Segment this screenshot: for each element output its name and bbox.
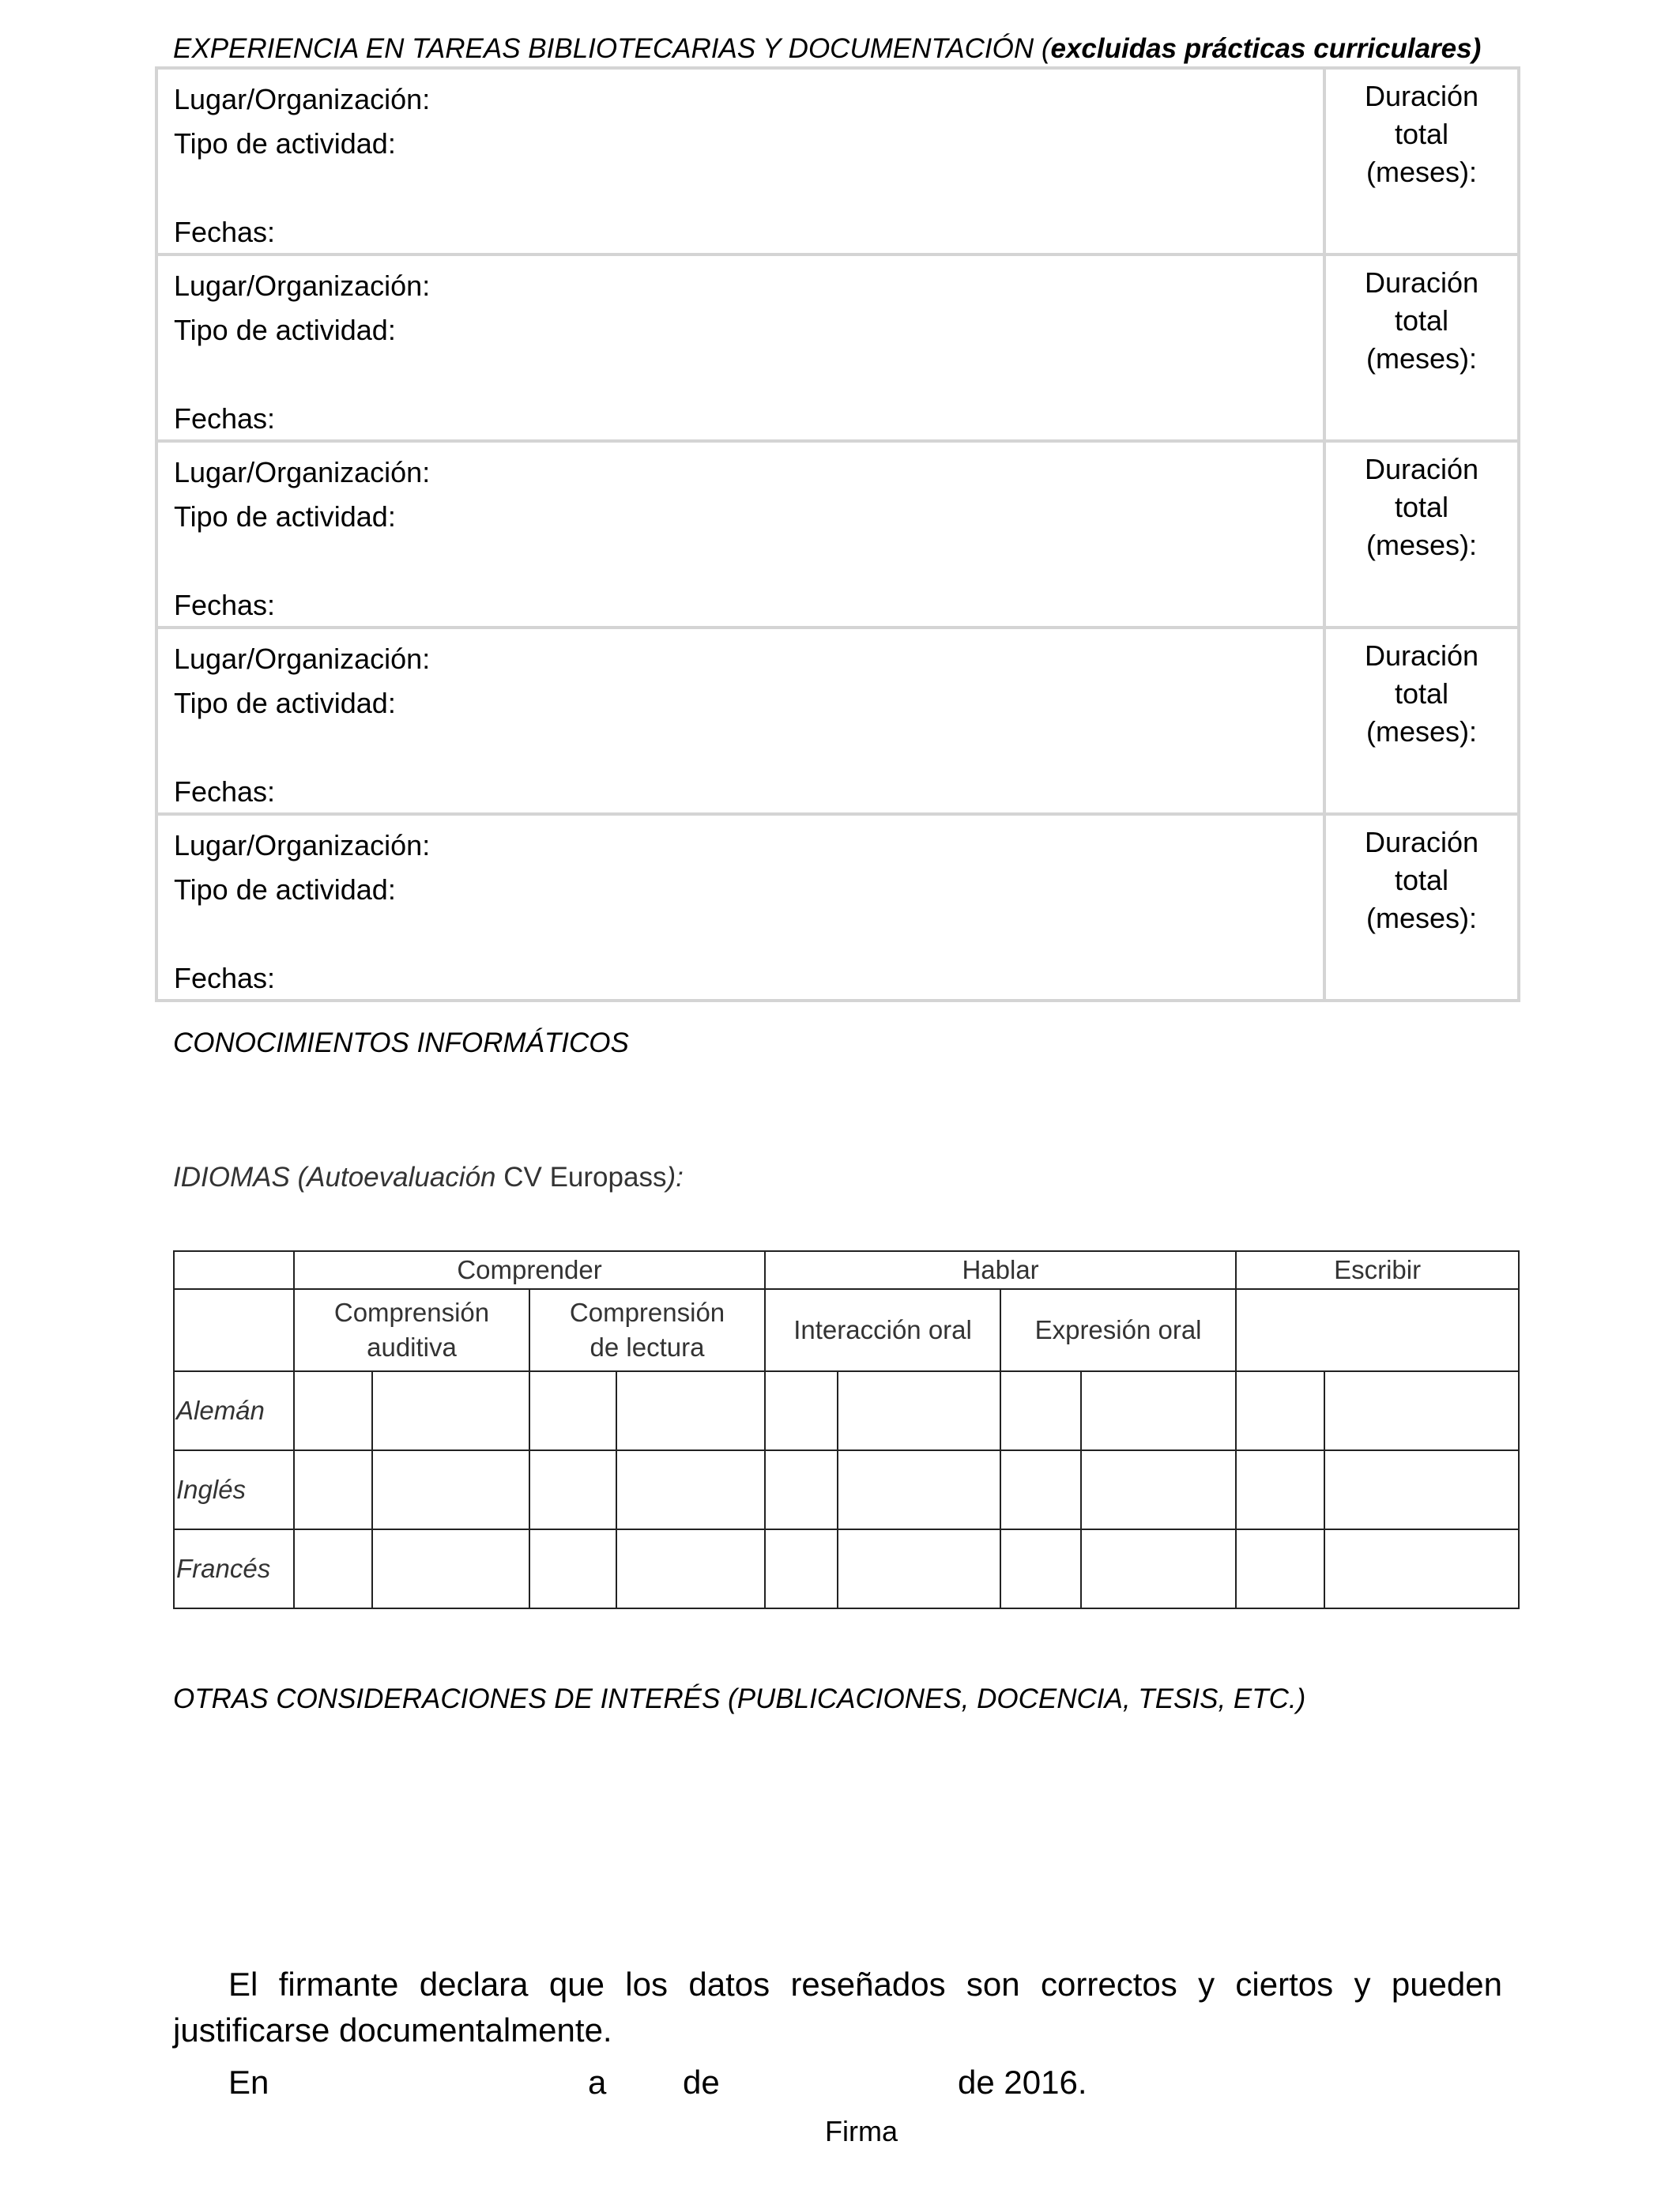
declaration-line-1 <box>173 1962 1502 2007</box>
languages-table <box>173 1250 1520 1609</box>
sub-comprension-auditiva <box>294 1289 529 1371</box>
date-a-label: a <box>588 2064 607 2101</box>
level-cell[interactable] <box>1081 1450 1236 1529</box>
level-cell[interactable] <box>1236 1529 1324 1608</box>
place-en-label: En <box>228 2064 269 2101</box>
duration-label-3: (meses): <box>1365 902 1477 934</box>
experience-row <box>156 441 1519 628</box>
groups-header-row <box>174 1251 1519 1289</box>
fechas-label: Fechas: <box>174 775 276 808</box>
tipo-label: Tipo de actividad: <box>174 314 396 346</box>
sub-aud-line2: auditiva <box>367 1333 457 1362</box>
language-label: Alemán <box>174 1371 294 1450</box>
level-cell[interactable] <box>1324 1450 1519 1529</box>
language-label: Francés <box>174 1529 294 1608</box>
lugar-label: Lugar/Organización: <box>174 83 431 115</box>
duration-label-3: (meses): <box>1365 156 1477 188</box>
language-row <box>174 1450 1519 1529</box>
language-label: Inglés <box>174 1450 294 1529</box>
experience-entry-cell[interactable] <box>156 254 1324 441</box>
level-cell[interactable] <box>529 1450 616 1529</box>
idiomas-title-c: ): <box>666 1162 684 1193</box>
experience-title <box>173 32 1481 66</box>
blank-header-cell <box>174 1251 294 1289</box>
duration-label-1: Duración <box>1364 453 1479 485</box>
duration-label-1: Duración <box>1364 639 1479 672</box>
sub-escribir-blank <box>1236 1289 1519 1371</box>
level-cell[interactable] <box>1324 1529 1519 1608</box>
fechas-label: Fechas: <box>174 216 276 248</box>
idiomas-title <box>173 1160 684 1195</box>
duration-cell[interactable] <box>1324 628 1519 814</box>
experience-entry-cell[interactable] <box>156 814 1324 1001</box>
lugar-label: Lugar/Organización: <box>174 643 431 675</box>
duration-cell[interactable] <box>1324 814 1519 1001</box>
group-escribir: Escribir <box>1236 1251 1519 1289</box>
date-year-label: de 2016. <box>958 2064 1087 2101</box>
level-cell[interactable] <box>1236 1371 1324 1450</box>
sub-expresion-oral: Expresión oral <box>1000 1289 1236 1371</box>
experience-row <box>156 254 1519 441</box>
experience-title-main: EXPERIENCIA EN TAREAS BIBLIOTECARIAS Y DOCUMENTACIÓN ( <box>173 33 1051 64</box>
tipo-label: Tipo de actividad: <box>174 127 396 160</box>
experience-title-bold: excluidas prácticas curriculares) <box>1050 33 1482 64</box>
experience-entry-cell[interactable] <box>156 68 1324 254</box>
experience-row <box>156 814 1519 1001</box>
duration-label-2: total <box>1394 304 1449 337</box>
sub-lec-line1: Comprensión <box>569 1298 725 1327</box>
date-de-label: de <box>683 2064 720 2101</box>
level-cell[interactable] <box>1000 1529 1081 1608</box>
firma-label: Firma <box>825 2115 898 2147</box>
duration-label-3: (meses): <box>1365 529 1477 561</box>
level-cell[interactable] <box>838 1450 1000 1529</box>
level-cell[interactable] <box>529 1529 616 1608</box>
informatica-title: CONOCIMIENTOS INFORMÁTICOS <box>173 1027 629 1058</box>
level-cell[interactable] <box>1081 1371 1236 1450</box>
experience-row <box>156 628 1519 814</box>
level-cell[interactable] <box>294 1529 372 1608</box>
duration-label-1: Duración <box>1364 80 1479 112</box>
experience-entry-cell[interactable] <box>156 441 1324 628</box>
level-cell[interactable] <box>294 1371 372 1450</box>
level-cell[interactable] <box>765 1529 838 1608</box>
group-comprender: Comprender <box>294 1251 765 1289</box>
tipo-label: Tipo de actividad: <box>174 500 396 533</box>
level-cell[interactable] <box>616 1450 765 1529</box>
duration-label-2: total <box>1394 677 1449 710</box>
subheader-row <box>174 1289 1519 1371</box>
idiomas-title-b: CV Europass <box>495 1162 667 1193</box>
otras-title: OTRAS CONSIDERACIONES DE INTERÉS (PUBLICACIONES, DOCENCIA, TESIS, ETC.) <box>173 1683 1306 1714</box>
duration-cell[interactable] <box>1324 441 1519 628</box>
lugar-label: Lugar/Organización: <box>174 456 431 488</box>
lugar-label: Lugar/Organización: <box>174 829 431 861</box>
fechas-label: Fechas: <box>174 402 276 435</box>
level-cell[interactable] <box>616 1371 765 1450</box>
fechas-label: Fechas: <box>174 962 276 994</box>
level-cell[interactable] <box>765 1450 838 1529</box>
level-cell[interactable] <box>616 1529 765 1608</box>
experience-entry-cell[interactable] <box>156 628 1324 814</box>
group-hablar: Hablar <box>765 1251 1236 1289</box>
sub-comprension-lectura <box>529 1289 765 1371</box>
language-row <box>174 1529 1519 1608</box>
level-cell[interactable] <box>1000 1371 1081 1450</box>
language-row <box>174 1371 1519 1450</box>
declaration-text-1: El firmante declara que los datos reseñados son correctos y ciertos y pueden <box>228 1966 1502 2003</box>
experience-table <box>155 66 1520 1002</box>
tipo-label: Tipo de actividad: <box>174 687 396 719</box>
level-cell[interactable] <box>294 1450 372 1529</box>
sub-lec-line2: de lectura <box>590 1333 705 1362</box>
duration-label-2: total <box>1394 118 1449 150</box>
idiomas-title-a: IDIOMAS (Autoevaluación <box>173 1162 496 1193</box>
level-cell[interactable] <box>372 1529 529 1608</box>
level-cell[interactable] <box>765 1371 838 1450</box>
level-cell[interactable] <box>372 1450 529 1529</box>
level-cell[interactable] <box>372 1371 529 1450</box>
level-cell[interactable] <box>1081 1529 1236 1608</box>
sub-aud-line1: Comprensión <box>333 1298 490 1327</box>
level-cell[interactable] <box>838 1529 1000 1608</box>
duration-label-2: total <box>1394 491 1449 523</box>
duration-cell[interactable] <box>1324 68 1519 254</box>
level-cell[interactable] <box>1324 1371 1519 1450</box>
duration-label-3: (meses): <box>1365 342 1477 375</box>
level-cell[interactable] <box>838 1371 1000 1450</box>
level-cell[interactable] <box>1236 1450 1324 1529</box>
level-cell[interactable] <box>1000 1450 1081 1529</box>
duration-label-3: (meses): <box>1365 715 1477 748</box>
duration-label-1: Duración <box>1364 826 1479 858</box>
sub-interaccion-oral: Interacción oral <box>765 1289 1000 1371</box>
tipo-label: Tipo de actividad: <box>174 873 396 906</box>
experience-row <box>156 68 1519 254</box>
blank-header-cell <box>174 1289 294 1371</box>
duration-label-2: total <box>1394 864 1449 896</box>
level-cell[interactable] <box>529 1371 616 1450</box>
duration-cell[interactable] <box>1324 254 1519 441</box>
lugar-label: Lugar/Organización: <box>174 270 431 302</box>
declaration-line-2: justificarse documentalmente. <box>173 2011 612 2049</box>
duration-label-1: Duración <box>1364 266 1479 299</box>
fechas-label: Fechas: <box>174 589 276 621</box>
